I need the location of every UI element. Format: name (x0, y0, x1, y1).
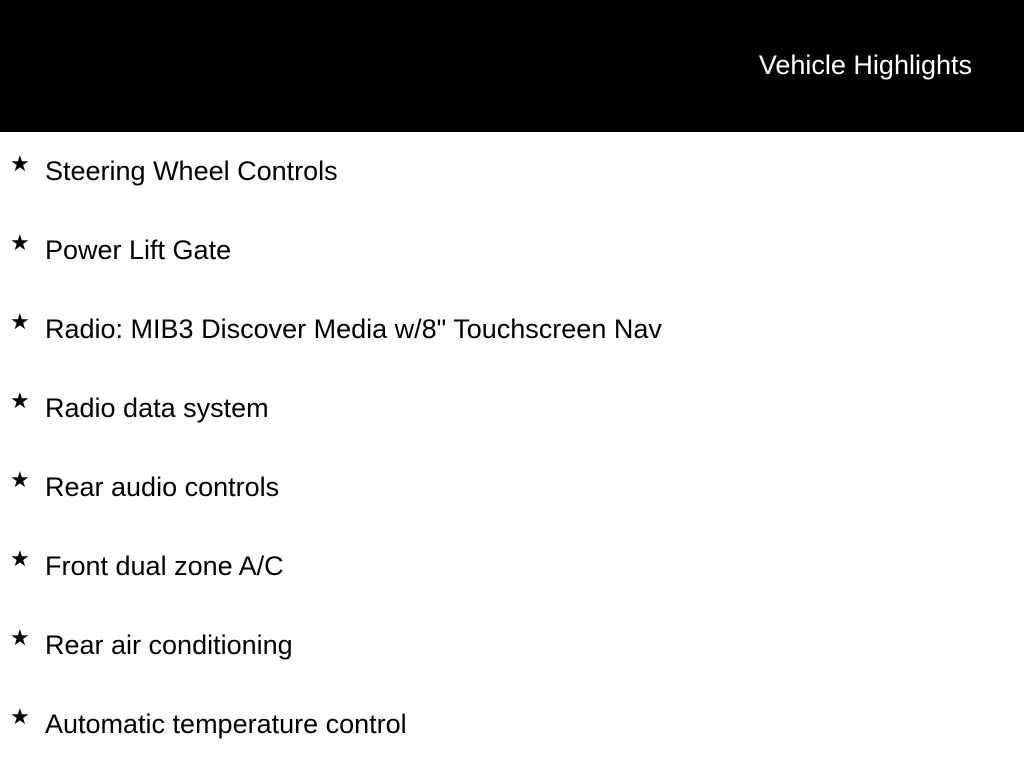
list-item (0, 290, 1024, 369)
highlight-label: Front dual zone A/C (45, 551, 284, 581)
highlight-label: Automatic temperature control (45, 709, 407, 739)
star-icon: ★ (10, 231, 30, 256)
highlight-label: Power Lift Gate (45, 235, 232, 265)
star-icon: ★ (10, 310, 30, 335)
star-icon: ★ (10, 705, 30, 730)
highlight-label: Rear audio controls (45, 472, 280, 502)
star-icon: ★ (10, 547, 30, 572)
star-icon: ★ (10, 468, 30, 493)
star-icon: ★ (10, 626, 30, 651)
vehicle-highlights-list (0, 132, 1024, 764)
star-icon: ★ (10, 152, 30, 177)
highlight-label: Steering Wheel Controls (45, 156, 338, 186)
list-item (0, 606, 1024, 685)
list-item (0, 448, 1024, 527)
list-item (0, 211, 1024, 290)
page-title: Vehicle Highlights (758, 50, 972, 80)
header-banner (0, 0, 1024, 132)
list-item (0, 527, 1024, 606)
highlight-label: Radio data system (45, 393, 269, 423)
highlight-label: Radio: MIB3 Discover Media w/8" Touchscreen Nav (45, 314, 662, 344)
highlight-label: Rear air conditioning (45, 630, 293, 660)
star-icon: ★ (10, 389, 30, 414)
list-item (0, 685, 1024, 764)
list-item (0, 132, 1024, 211)
list-item (0, 369, 1024, 448)
